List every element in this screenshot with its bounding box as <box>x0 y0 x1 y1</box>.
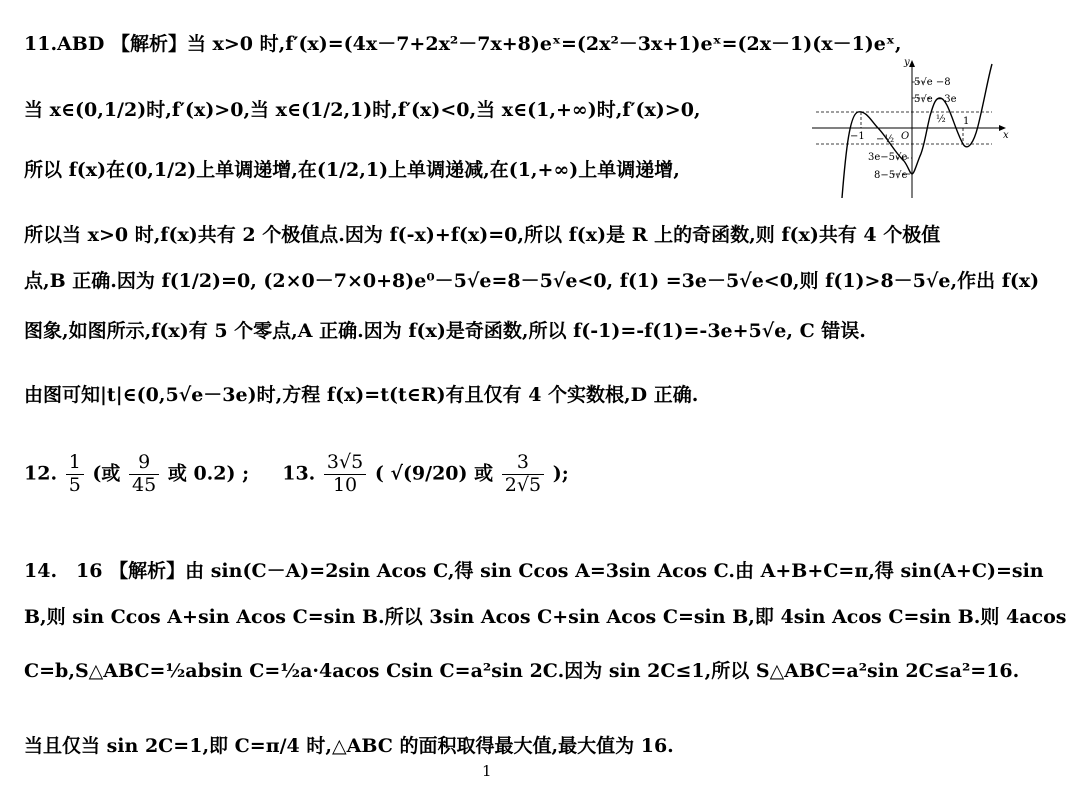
tick-neg-half: −½ <box>876 134 895 145</box>
label-mid: 5√e −3e <box>914 94 957 105</box>
text-line-q14-3: C=b,S△ABC=½absin C=½a·4acos Csin C=a²sin 2C.因为 sin 2C≤1,所以 S△ABC=a²sin 2C≤a²=16. <box>24 660 1020 682</box>
q12-denominator: 5 <box>68 473 81 496</box>
text-line-q11-7: 由图可知|t|∈(0,5√e－3e)时,方程 f(x)=t(t∈R)有且仅有 4 个实数根,D 正确. <box>24 384 699 406</box>
q12-alt-numerator: 9 <box>129 452 159 475</box>
q13-label: 13. <box>282 462 316 485</box>
y-axis-label: y <box>904 57 910 68</box>
q13-or: 或 <box>474 462 494 485</box>
answers-12-13 <box>24 452 569 497</box>
x-axis-label: x <box>1003 130 1009 141</box>
function-graph <box>808 56 1008 202</box>
q12-alt-fraction <box>129 452 159 497</box>
q13-denominator: 10 <box>332 473 358 496</box>
q12-open: (或 <box>92 462 121 485</box>
origin-label: O <box>901 131 910 142</box>
q13-alt2-fraction <box>502 452 544 497</box>
q13-alt1: √(9/20) <box>390 462 468 485</box>
q13-close: ); <box>552 462 569 485</box>
text-line-q14-4: 当且仅当 sin 2C=1,即 C=π/4 时,△ABC 的面积取得最大值,最大值为 16. <box>24 735 674 757</box>
y-axis-arrow <box>909 60 915 67</box>
q13-numerator: 3√5 <box>324 452 366 475</box>
text-line-q11-5: 点,B 正确.因为 f(1/2)=0, (2×0－7×0+8)e⁰－5√e=8－5√e<0, f(1) =3e－5√e<0,则 f(1)>8－5√e,作出 f(x) <box>24 270 1040 292</box>
q12-numerator: 1 <box>66 452 84 475</box>
label-top: 5√e −8 <box>914 77 951 88</box>
q13-fraction <box>324 452 366 497</box>
label-bottom: 8−5√e <box>874 170 908 181</box>
text-line-q11-3: 所以 f(x)在(0,1/2)上单调递增,在(1/2,1)上单调递减,在(1,+∞)上单调递增, <box>24 159 680 181</box>
q12-tail: 或 0.2) ; <box>167 462 250 485</box>
text-line-q11-6: 图象,如图所示,f(x)有 5 个零点,A 正确.因为 f(x)是奇函数,所以 f(-1)=-f(1)=-3e+5√e, C 错误. <box>24 320 866 342</box>
label-low: 3e−5√e <box>868 152 908 163</box>
q12-alt-denominator: 45 <box>132 473 157 496</box>
q12-label: 12. <box>24 462 58 485</box>
page-number: 1 <box>482 762 492 780</box>
q13-open: ( <box>374 462 384 485</box>
q13-alt2-numerator: 3 <box>502 452 544 475</box>
text-line-q14-2: B,则 sin Ccos A+sin Acos C=sin B.所以 3sin Acos C+sin Acos C=sin B,即 4sin Acos C=sin B.则 4acos <box>24 606 1067 628</box>
text-line-q11-4: 所以当 x>0 时,f(x)共有 2 个极值点.因为 f(-x)+f(x)=0,所以 f(x)是 R 上的奇函数,则 f(x)共有 4 个极值 <box>24 224 941 246</box>
q12-fraction <box>66 452 84 497</box>
text-line-q14-1: 14. 16 【解析】由 sin(C－A)=2sin Acos C,得 sin Ccos A=3sin Acos C.由 A+B+C=π,得 sin(A+C)=sin <box>24 560 1044 582</box>
q13-alt2-denominator: 2√5 <box>504 473 542 496</box>
tick-neg1: −1 <box>850 131 865 142</box>
text-line-q11-2: 当 x∈(0,1/2)时,f′(x)>0,当 x∈(1/2,1)时,f′(x)<0,当 x∈(1,+∞)时,f′(x)>0, <box>24 99 701 121</box>
text-line-q11-1: 11.ABD 【解析】当 x>0 时,f′(x)=(4x－7+2x²－7x+8)eˣ=(2x²－3x+1)eˣ=(2x－1)(x－1)eˣ, <box>24 33 902 55</box>
tick-1: 1 <box>963 116 970 127</box>
tick-half: ½ <box>936 114 946 125</box>
